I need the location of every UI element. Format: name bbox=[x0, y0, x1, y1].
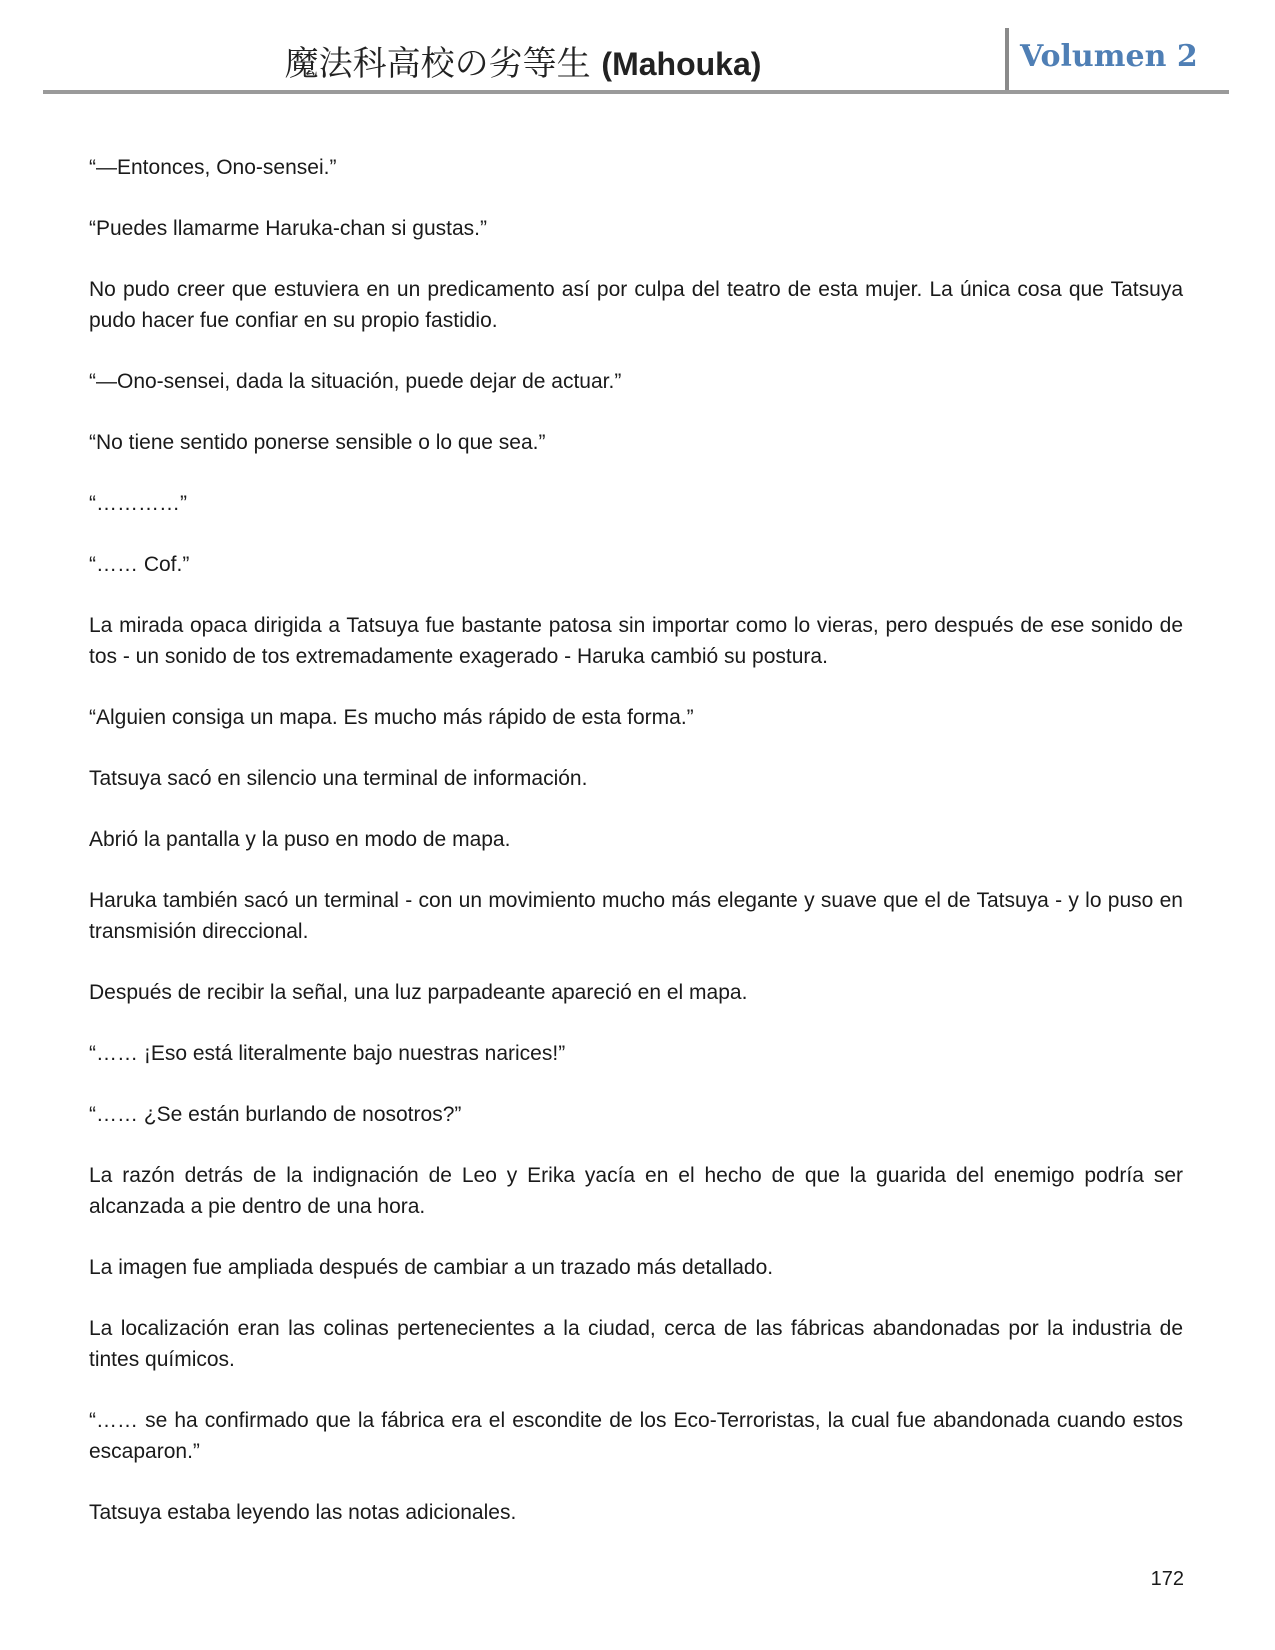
paragraph: “Alguien consiga un mapa. Es mucho más rápido de esta forma.” bbox=[89, 706, 694, 729]
paragraph: No pudo creer que estuviera en un predicamento así por culpa del teatro de esta mujer. La única cosa que Tatsuya pudo hacer fue confiar en su propio fastidio. bbox=[89, 278, 1183, 332]
book-title-japanese: 魔法科高校の劣等生 bbox=[284, 44, 591, 84]
volume-label: Volumen 2 bbox=[1020, 39, 1198, 74]
paragraph: Abrió la pantalla y la puso en modo de mapa. bbox=[89, 828, 511, 851]
paragraph: “…… ¿Se están burlando de nosotros?” bbox=[89, 1103, 462, 1126]
book-title bbox=[43, 36, 1003, 85]
paragraph: Después de recibir la señal, una luz parpadeante apareció en el mapa. bbox=[89, 981, 748, 1004]
paragraph: “…………” bbox=[89, 492, 187, 515]
paragraph: Haruka también sacó un terminal - con un movimiento mucho más elegante y suave que el de Tatsuya - y lo puso en transmisión direccional. bbox=[89, 889, 1183, 943]
paragraph: La imagen fue ampliada después de cambiar a un trazado más detallado. bbox=[89, 1256, 774, 1279]
paragraph: Tatsuya sacó en silencio una terminal de información. bbox=[89, 767, 588, 790]
paragraph: “Puedes llamarme Haruka-chan si gustas.” bbox=[89, 217, 487, 240]
header-rule bbox=[43, 90, 1229, 94]
paragraph: La mirada opaca dirigida a Tatsuya fue bastante patosa sin importar como lo vieras, pero después de ese sonido de tos - un sonido de tos extremadamente exagerado - Haruka cambió su postura. bbox=[89, 614, 1183, 668]
page-number: 172 bbox=[1150, 1568, 1184, 1590]
page-header bbox=[43, 28, 1229, 94]
paragraph: “…… se ha confirmado que la fábrica era el escondite de los Eco-Terroristas, la cual fue abandonada cuando estos escaparon.” bbox=[89, 1409, 1183, 1463]
paragraph: “—Ono-sensei, dada la situación, puede dejar de actuar.” bbox=[89, 370, 622, 393]
header-separator bbox=[1005, 28, 1009, 92]
body-text bbox=[89, 152, 1183, 1558]
paragraph: La razón detrás de la indignación de Leo y Erika yacía en el hecho de que la guarida del enemigo podría ser alcanzada a pie dentro de una hora. bbox=[89, 1164, 1183, 1218]
paragraph: “…… Cof.” bbox=[89, 553, 190, 576]
paragraph: La localización eran las colinas pertenecientes a la ciudad, cerca de las fábricas abandonadas por la industria de tintes químicos. bbox=[89, 1317, 1183, 1371]
book-title-latin: (Mahouka) bbox=[601, 46, 762, 82]
paragraph: “—Entonces, Ono-sensei.” bbox=[89, 156, 337, 179]
paragraph: “No tiene sentido ponerse sensible o lo que sea.” bbox=[89, 431, 546, 454]
paragraph: “…… ¡Eso está literalmente bajo nuestras narices!” bbox=[89, 1042, 566, 1065]
paragraph: Tatsuya estaba leyendo las notas adicionales. bbox=[89, 1501, 517, 1524]
